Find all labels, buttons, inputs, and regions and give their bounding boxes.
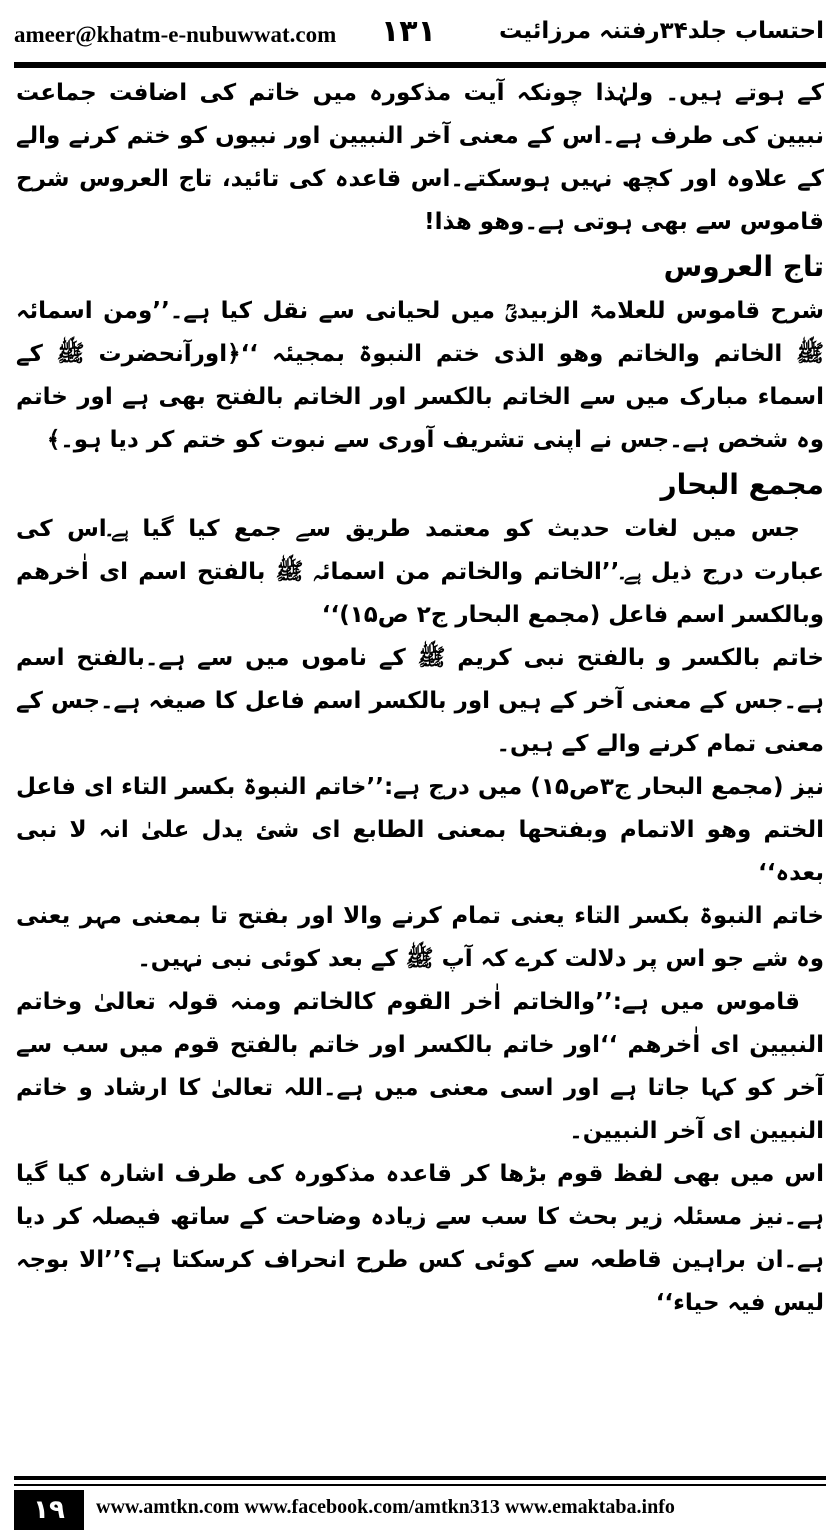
- header-rule: [14, 62, 826, 68]
- paragraph-taj-quote: شرح قاموس للعلامۃ الزبیدیؒ میں لحیانی سے نقل کیا ہے۔’’ومن اسمائہ ﷺ الخاتم والخاتم وھو الذی ختم النبوۃ بمجیئہ ‘‘﴿اورآنحضرت ﷺ کے اسماء مبارک میں سے الخاتم بالکسر اور الخاتم بالفتح بھی ہے اور خاتم وہ شخص ہے۔جس نے اپنی تشریف آوری سے نبوت کو ختم کر دیا ہو۔﴾: [16, 298, 824, 453]
- footer-page-number: ۱۹: [14, 1490, 84, 1530]
- footer-rule-thin: [14, 1484, 826, 1486]
- heading-taj-al-aroos: تاج العروس: [663, 250, 824, 283]
- page-header: [0, 0, 840, 62]
- paragraph-khatam-nubuwwat-quote: نیز (مجمع البحار ج۳ص۱۵) میں درج ہے:’’خاتم النبوۃ بکسر التاء ای فاعل الختم وھو الاتمام وبفتحھا بمعنی الطابع ای شئ یدل علیٰ انہ لا نبی بعدہ‘‘: [16, 774, 824, 886]
- paragraph-majma-quote: جس میں لغات حدیث کو معتمد طریق سے جمع کیا گیا ہے۔اس کی عبارت درج ذیل ہے۔’’الخاتم والخاتم من اسمائہ ﷺ بالفتح اسم ای اٰخرھم وبالکسر اسم فاعل (مجمع البحار ج۲ ص۱۵)‘‘: [16, 516, 824, 628]
- page-footer: [0, 1470, 840, 1540]
- footer-urls: www.amtkn.com www.facebook.com/amtkn313 www.emaktaba.info: [96, 1496, 675, 1518]
- header-email: ameer@khatm-e-nubuwwat.com: [14, 22, 337, 47]
- paragraph-conclusion: اس میں بھی لفظ قوم بڑھا کر قاعدہ مذکورہ کی طرف اشارہ کیا گیا ہے۔نیز مسئلہ زیر بحث کا سب سے زیادہ وضاحت کے ساتھ فیصلہ کر دیا ہے۔ان براہین قاطعہ سے کوئی کس طرح انحراف کرسکتا ہے؟’’الا بوجہ لیس فیہ حیاء‘‘: [16, 1161, 824, 1316]
- footer-rule-thick: [14, 1476, 826, 1480]
- paragraph-khatam-nubuwwat-translation: خاتم النبوۃ بکسر التاء یعنی تمام کرنے والا اور بفتح تا بمعنی مہر یعنی وہ شے جو اس پر دلالت کرے کہ آپ ﷺ کے بعد کوئی نبی نہیں۔: [16, 903, 824, 972]
- header-page-number: ۱۳۱: [381, 14, 436, 49]
- paragraph-intro: کے ہوتے ہیں۔ ولہٰذا چونکہ آیت مذکورہ میں خاتم کی اضافت جماعت نبیین کی طرف ہے۔اس کے معنی آخر النبیین اور نبیوں کو ختم کرنے والے کے علاوہ اور کچھ نہیں ہوسکتے۔اس قاعدہ کی تائید، تاج العروس شرح قاموس سے بھی ہوتی ہے۔وھو ھذا!: [16, 80, 824, 235]
- heading-majma-al-bihar: مجمع البحار: [660, 468, 824, 501]
- header-title: احتساب جلد۳۴رفتنہ مرزائیت: [499, 18, 824, 44]
- paragraph-majma-translation: خاتم بالکسر و بالفتح نبی کریم ﷺ کے ناموں میں سے ہے۔بالفتح اسم ہے۔جس کے معنی آخر کے ہیں اور بالکسر اسم فاعل کا صیغہ ہے۔جس کے معنی تمام کرنے والے کے ہیں۔: [16, 645, 824, 757]
- paragraph-qamoos: قاموس میں ہے:’’والخاتم اٰخر القوم کالخاتم ومنہ قولہ تعالیٰ وخاتم النبیین ای اٰخرھم ‘‘اور خاتم بالکسر اور خاتم بالفتح قوم میں سب سے آخر کو کہا جاتا ہے اور اسی معنی میں ہے۔اللہ تعالیٰ کا ارشاد و خاتم النبیین ای آخر النبیین۔: [16, 989, 824, 1144]
- page-body: [16, 72, 824, 1464]
